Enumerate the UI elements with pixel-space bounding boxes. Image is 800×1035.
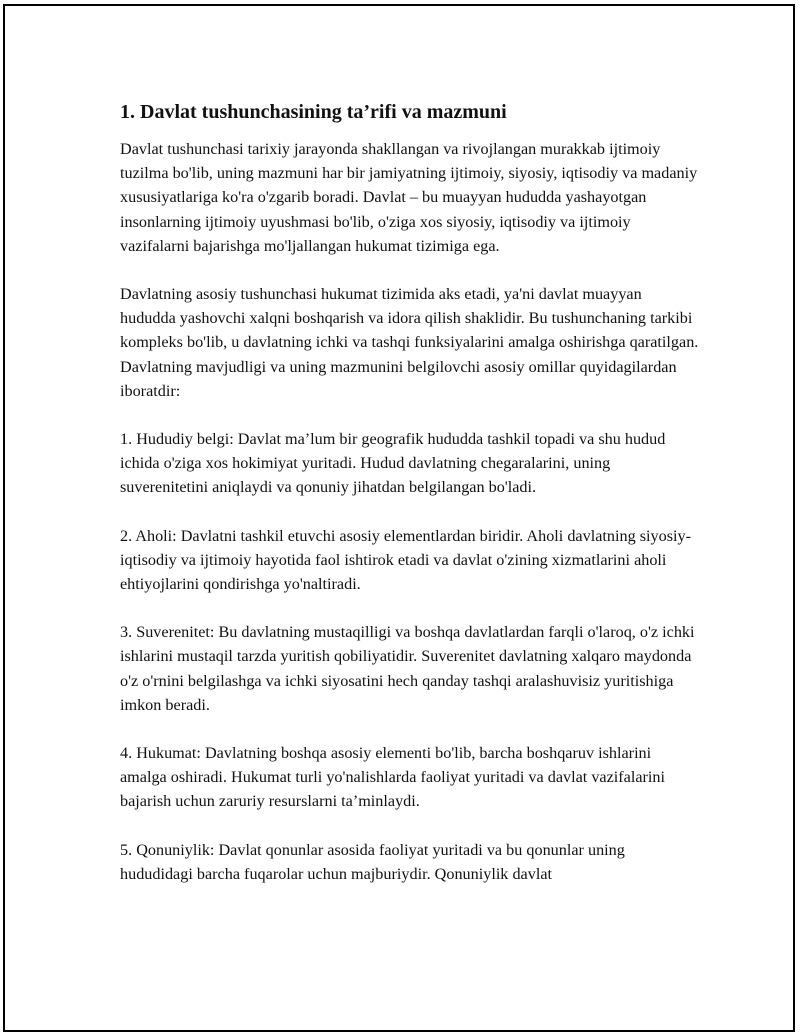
list-item-territory: 1. Hududiy belgi: Davlat ma’lum bir geografik hududda tashkil topadi va shu hudud ichida o'ziga xos hokimiyat yuritadi. Hudud davlatning chegaralarini, uning suverenitetini aniqlaydi va qonuniy jihatdan belgilangan bo'ladi. bbox=[120, 430, 666, 497]
list-item-population: 2. Aholi: Davlatni tashkil etuvchi asosiy elementlardan biridir. Aholi davlatning siyosiy-iqtisodiy va ijtimoiy hayotida faol ishtirok etadi va davlat o'zining xizmatlarini aholi ehtiyojlarini qondirishga yo'naltiradi. bbox=[120, 526, 691, 594]
page-frame bbox=[3, 4, 795, 1032]
paragraph-intro: Davlat tushunchasi tarixiy jarayonda shakllangan va rivojlangan murakkab ijtimoiy tuzilma bo'lib, uning mazmuni har bir jamiyatning ijtimoiy, siyosiy, iqtisodiy va madaniy xususiyatlariga ko'ra o'zgarib boradi. Davlat – bu muayyan hududda yashayotgan insonlarning ijtimoiy uyushmasi bo'lib, o'ziga xos siyosiy, iqtisodiy va ijtimoiy vazifalarni bajarishga mo'ljallangan hukumat tizimiga ega. bbox=[120, 140, 698, 255]
list-item-legality: 5. Qonuniylik: Davlat qonunlar asosida faoliyat yuritadi va bu qonunlar uning hududidagi barcha fuqarolar uchun majburiydir. Qonuniylik davlat bbox=[120, 840, 625, 883]
document-title: 1. Davlat tushunchasining ta’rifi va mazmuni bbox=[120, 101, 507, 123]
list-item-government: 4. Hukumat: Davlatning boshqa asosiy elementi bo'lib, barcha boshqaruv ishlarini amalga oshiradi. Hukumat turli yo'nalishlarda faoliyat yuritadi va davlat vazifalarini bajarish uchun zaruriy resurslarni ta’minlaydi. bbox=[120, 744, 666, 811]
list-item-sovereignty: 3. Suverenitet: Bu davlatning mustaqilligi va boshqa davlatlardan farqli o'laroq, o'z ichki ishlarini mustaqil tarzda yuritish qobiliyatidir. Suverenitet davlatning xalqaro maydonda o'z o'rnini belgilashga va ichki siyosatini hech qanday tashqi aralashuvisiz yuritishiga imkon beradi. bbox=[120, 623, 695, 714]
paragraph-concept: Davlatning asosiy tushunchasi hukumat tizimida aks etadi, ya'ni davlat muayyan hududda yashovchi xalqni boshqarish va idora qilish shaklidir. Bu tushunchaning tarkibi kompleks bo'lib, u davlatning ichki va tashqi funksiyalarini amalga oshirishga qaratilgan. Davlatning mavjudligi va uning mazmunini belgilovchi asosiy omillar quyidagilardan iboratdir: bbox=[120, 285, 699, 400]
document-body bbox=[120, 100, 700, 910]
